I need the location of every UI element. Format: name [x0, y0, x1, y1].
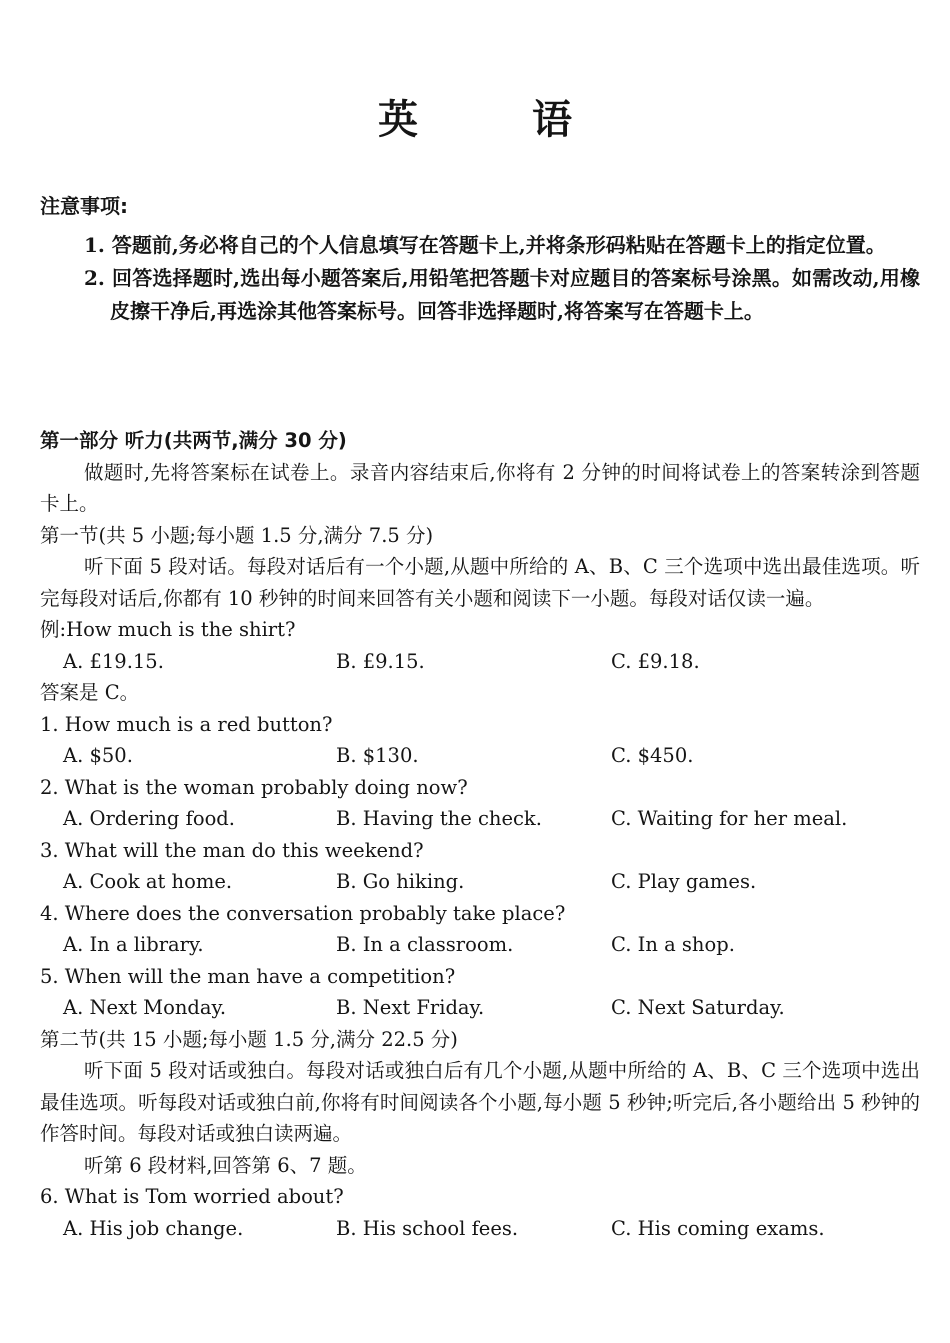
example-answer: 答案是 C。	[40, 681, 140, 704]
option-b: B. In a classroom.	[336, 933, 514, 956]
option-a: A. $50.	[63, 744, 133, 767]
option-a: A. In a library.	[63, 933, 204, 956]
notice-heading: 注意事项:	[40, 194, 128, 218]
option-b: B. Having the check.	[336, 807, 542, 830]
section2-intro: 听下面 5 段对话或独白。每段对话或独白后有几个小题,从题中所给的 A、B、C 三个选项中选出最佳选项。听每段对话或独白前,你将有时间阅读各个小题,每小题 5 秒钟;听完后,各小题给出 5 秒钟的作答时间。每段对话或独白读两遍。	[40, 1059, 920, 1145]
question-2-options	[40, 803, 920, 835]
option-c: C. $450.	[611, 744, 694, 767]
option-b: B. £9.15.	[336, 649, 425, 673]
section1-heading: 第一节(共 5 小题;每小题 1.5 分,满分 7.5 分)	[40, 523, 434, 547]
section1-intro: 听下面 5 段对话。每段对话后有一个小题,从题中所给的 A、B、C 三个选项中选出最佳选项。听完每段对话后,你都有 10 秒钟的时间来回答有关小题和阅读下一小题。每段对话仅读一遍。	[40, 555, 920, 610]
option-a: A. His job change.	[63, 1216, 244, 1240]
option-c: C. Next Saturday.	[611, 996, 785, 1019]
example-options	[40, 646, 920, 678]
question-3: 3. What will the man do this weekend?	[40, 838, 424, 862]
question-2: 2. What is the woman probably doing now?	[40, 775, 468, 799]
part1-heading: 第一部分 听力(共两节,满分 30 分)	[40, 429, 347, 452]
option-c: C. Waiting for her meal.	[611, 807, 848, 830]
question-5: 5. When will the man have a competition?	[40, 964, 456, 988]
question-1-options	[40, 740, 920, 772]
option-a: A. Cook at home.	[63, 870, 233, 893]
option-b: B. Next Friday.	[336, 996, 485, 1019]
question-1: 1. How much is a red button?	[40, 712, 333, 736]
option-a: A. £19.15.	[63, 649, 164, 673]
page-title: 英 语	[378, 97, 622, 143]
notice-section	[40, 190, 920, 328]
option-b: B. $130.	[336, 744, 419, 767]
material-instruction: 听第 6 段材料,回答第 6、7 题。	[84, 1153, 367, 1177]
option-b: B. Go hiking.	[336, 870, 465, 893]
option-b: B. His school fees.	[336, 1216, 519, 1240]
question-3-options	[40, 866, 920, 898]
part1-intro: 做题时,先将答案标在试卷上。录音内容结束后,你将有 2 分钟的时间将试卷上的答案转涂到答题卡上。	[40, 460, 920, 515]
question-5-options	[40, 992, 920, 1024]
option-a: A. Next Monday.	[63, 996, 227, 1019]
notice-item: 1. 答题前,务必将自己的个人信息填写在答题卡上,并将条形码粘贴在答题卡上的指定位置。	[84, 233, 886, 257]
option-c: C. Play games.	[611, 870, 757, 893]
option-a: A. Ordering food.	[63, 807, 235, 830]
section2-heading: 第二节(共 15 小题;每小题 1.5 分,满分 22.5 分)	[40, 1027, 458, 1051]
question-4: 4. Where does the conversation probably take place?	[40, 901, 566, 925]
question-6: 6. What is Tom worried about?	[40, 1185, 344, 1208]
option-c: C. His coming exams.	[611, 1216, 825, 1240]
notice-item: 2. 回答选择题时,选出每小题答案后,用铅笔把答题卡对应题目的答案标号涂黑。如需改动,用橡皮擦干净后,再选涂其他答案标号。回答非选择题时,将答案写在答题卡上。	[84, 266, 920, 323]
question-6-options	[40, 1213, 920, 1245]
option-c: C. In a shop.	[611, 933, 735, 956]
question-4-options	[40, 929, 920, 961]
example-question: 例:How much is the shirt?	[40, 618, 296, 641]
listening-part	[40, 425, 920, 1244]
option-c: C. £9.18.	[611, 649, 700, 673]
